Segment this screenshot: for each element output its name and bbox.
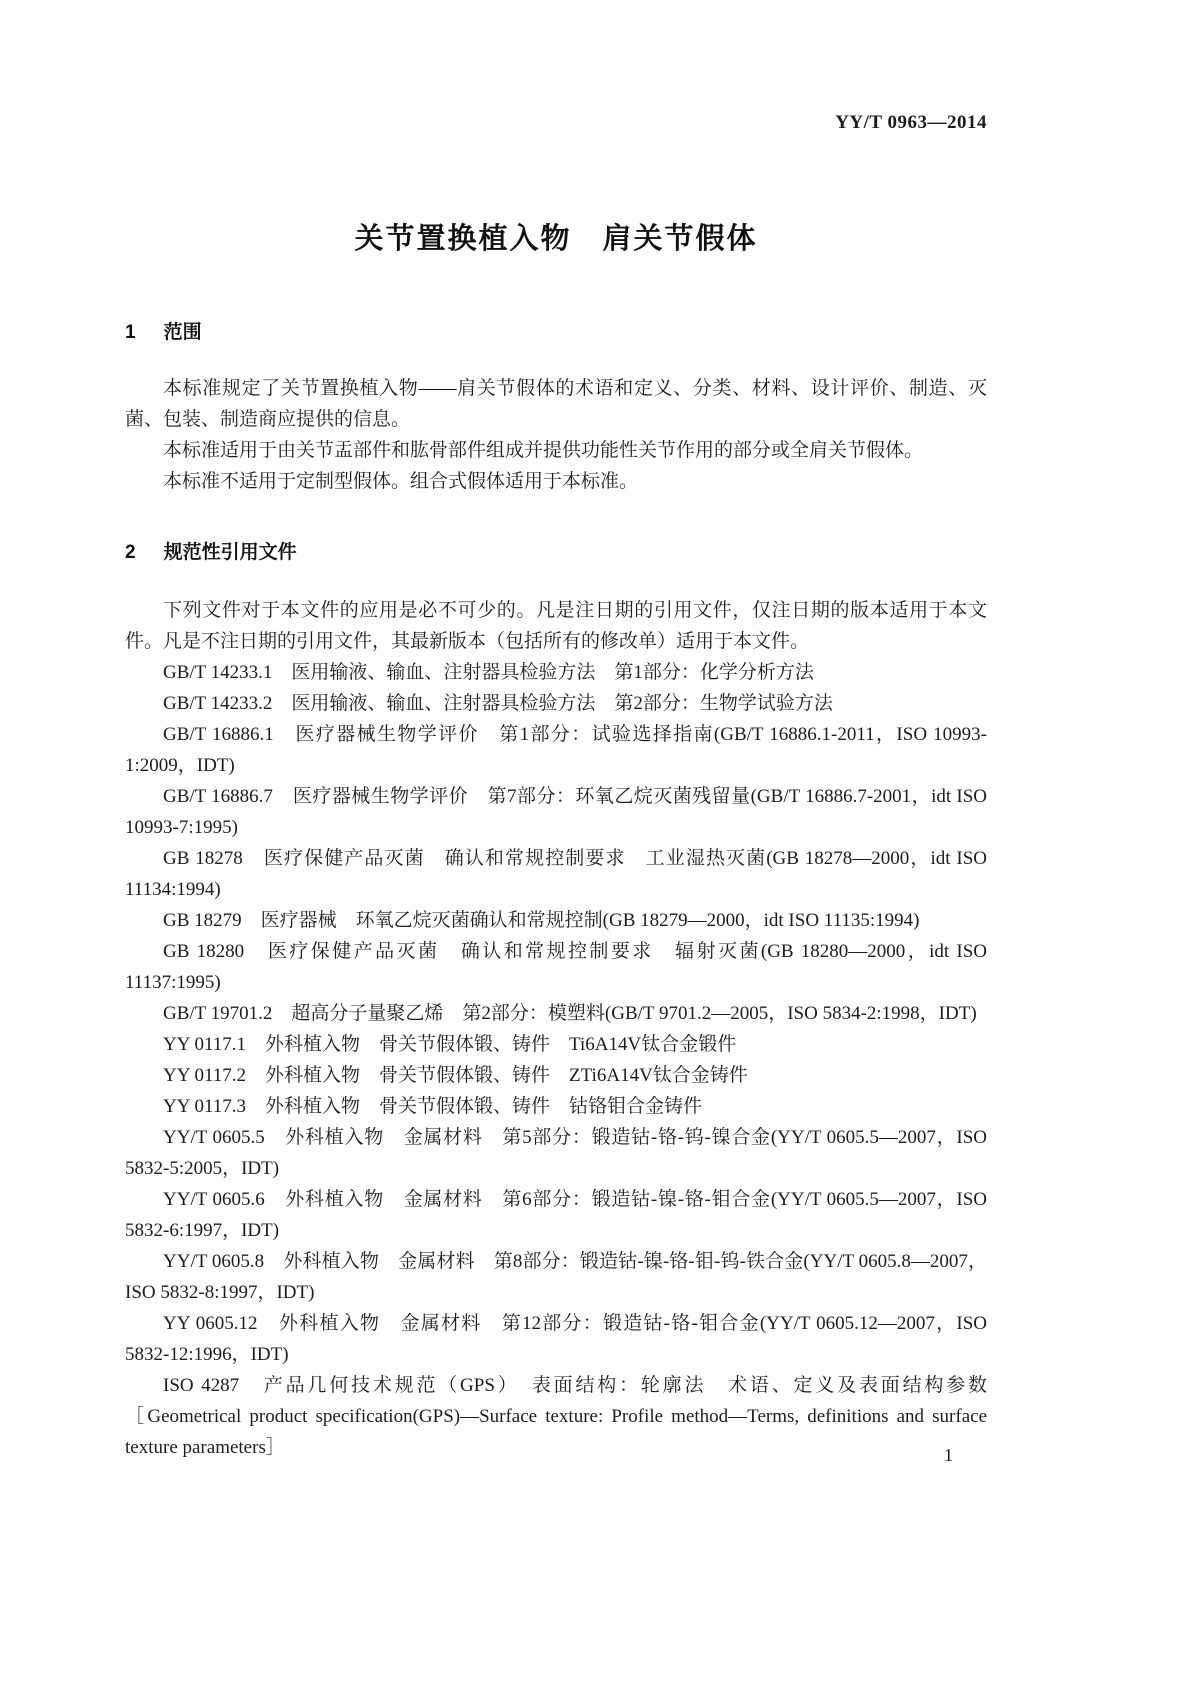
page-header xyxy=(125,112,987,134)
reference-item: GB/T 14233.1 医用输液、输血、注射器具检验方法 第1部分：化学分析方法 xyxy=(163,662,814,683)
reference-item: YY 0117.1 外科植入物 骨关节假体锻、铸件 Ti6A14V钛合金锻件 xyxy=(163,1034,737,1055)
section-2-number: 2 xyxy=(125,542,136,563)
section-normative-references xyxy=(125,541,987,1463)
section-1-heading xyxy=(125,321,987,345)
reference-item: YY 0117.3 外科植入物 骨关节假体锻、铸件 钴铬钼合金铸件 xyxy=(163,1096,703,1117)
reference-item: YY 0605.12 外科植入物 金属材料 第12部分：锻造钴-铬-钼合金(YY/T 0605.12—2007，ISO 5832-12:1996，IDT) xyxy=(125,1313,987,1365)
doc-number: YY/T 0963—2014 xyxy=(835,112,987,133)
page-number: 1 xyxy=(944,1445,953,1465)
reference-item: GB/T 16886.1 医疗器械生物学评价 第1部分：试验选择指南(GB/T 16886.1-2011，ISO 10993-1:2009，IDT) xyxy=(125,724,987,776)
scope-paragraph: 本标准规定了关节置换植入物——肩关节假体的术语和定义、分类、材料、设计评价、制造、灭菌、包装、制造商应提供的信息。 xyxy=(125,378,987,430)
reference-item: GB/T 14233.2 医用输液、输血、注射器具检验方法 第2部分：生物学试验方法 xyxy=(163,693,833,714)
reference-item: YY 0117.2 外科植入物 骨关节假体锻、铸件 ZTi6A14V钛合金铸件 xyxy=(163,1065,748,1086)
reference-item: GB/T 16886.7 医疗器械生物学评价 第7部分：环氧乙烷灭菌残留量(GB/T 16886.7-2001，idt ISO 10993-7:1995) xyxy=(125,786,987,838)
section-2-heading xyxy=(125,541,987,565)
reference-item: GB 18278 医疗保健产品灭菌 确认和常规控制要求 工业湿热灭菌(GB 18278—2000，idt ISO 11134:1994) xyxy=(125,848,987,900)
section-1-number: 1 xyxy=(125,322,136,343)
references-intro: 下列文件对于本文件的应用是必不可少的。凡是注日期的引用文件，仅注日期的版本适用于本文件。凡是不注日期的引用文件，其最新版本（包括所有的修改单）适用于本文件。 xyxy=(125,600,987,652)
section-scope xyxy=(125,321,987,497)
doc-title: 关节置换植入物 肩关节假体 xyxy=(354,223,758,255)
reference-item: YY/T 0605.8 外科植入物 金属材料 第8部分：锻造钴-镍-铬-钼-钨-铁合金(YY/T 0605.8—2007，ISO 5832-8:1997，IDT) xyxy=(125,1251,987,1303)
scope-paragraph: 本标准不适用于定制型假体。组合式假体适用于本标准。 xyxy=(163,471,639,492)
reference-item: ISO 4287 产品几何技术规范（GPS） 表面结构：轮廓法 术语、定义及表面结构参数［Geometrical product specification(GPS)—Surface texture: Profile method—Terms, definitions and surface texture parameters］ xyxy=(125,1375,987,1458)
scope-paragraph: 本标准适用于由关节盂部件和肱骨部件组成并提供功能性关节作用的部分或全肩关节假体。 xyxy=(163,440,924,461)
section-1-title: 范围 xyxy=(163,322,202,343)
section-2-title: 规范性引用文件 xyxy=(163,542,297,563)
reference-item: GB 18279 医疗器械 环氧乙烷灭菌确认和常规控制(GB 18279—2000，idt ISO 11135:1994) xyxy=(163,910,920,931)
reference-item: YY/T 0605.6 外科植入物 金属材料 第6部分：锻造钴-镍-铬-钼合金(YY/T 0605.5—2007，ISO 5832-6:1997，IDT) xyxy=(125,1189,987,1241)
reference-item: GB/T 19701.2 超高分子量聚乙烯 第2部分：模塑料(GB/T 9701.2—2005，ISO 5834-2:1998，IDT) xyxy=(163,1003,977,1024)
reference-item: YY/T 0605.5 外科植入物 金属材料 第5部分：锻造钴-铬-钨-镍合金(YY/T 0605.5—2007，ISO 5832-5:2005，IDT) xyxy=(125,1127,987,1179)
page-content xyxy=(125,112,987,1463)
reference-item: GB 18280 医疗保健产品灭菌 确认和常规控制要求 辐射灭菌(GB 18280—2000，idt ISO 11137:1995) xyxy=(125,941,987,993)
